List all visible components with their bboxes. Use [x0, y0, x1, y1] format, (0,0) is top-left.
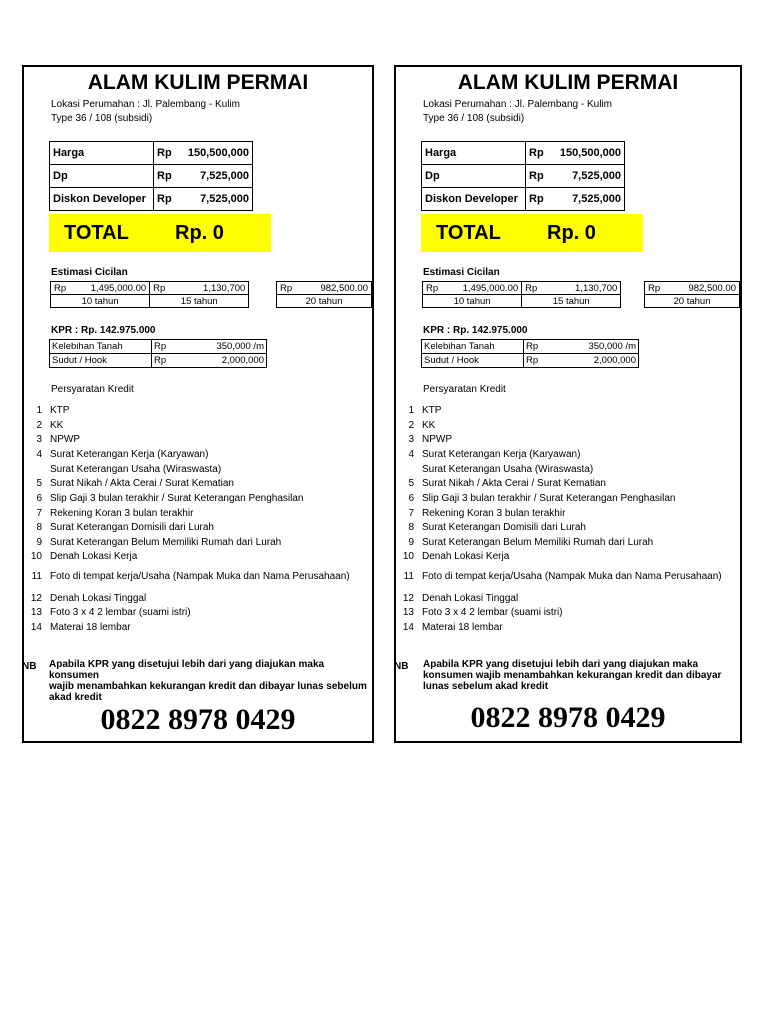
requirement-number: 10: [402, 551, 414, 562]
requirement-number: 8: [36, 522, 42, 533]
cicilan-amount: 1,130,700: [540, 282, 621, 295]
nb-label: NB: [394, 661, 409, 672]
requirements-title: Persyaratan Kredit: [423, 384, 506, 395]
nb-line: Apabila KPR yang disetujui lebih dari yang diajukan maka: [423, 659, 699, 670]
estimasi-title: Estimasi Cicilan: [423, 267, 500, 278]
requirement-text: NPWP: [50, 434, 80, 445]
requirement-text: Materai 18 lembar: [422, 622, 503, 633]
cicilan-currency: Rp: [277, 282, 296, 295]
nb-label: NB: [22, 661, 37, 672]
price-amount: 7,525,000: [180, 188, 253, 211]
price-currency: Rp: [154, 165, 181, 188]
requirement-item: [24, 493, 372, 507]
requirement-item: [396, 607, 740, 621]
total-box: [49, 214, 271, 252]
requirement-number: 3: [408, 434, 414, 445]
cicilan-term: 10 tahun: [51, 295, 150, 308]
requirement-number: 10: [30, 551, 42, 562]
requirement-item: [396, 464, 740, 478]
requirement-text: KTP: [50, 405, 70, 416]
requirement-item: [24, 420, 372, 434]
cicilan-currency: Rp: [150, 282, 169, 295]
requirement-item: [396, 522, 740, 536]
price-amount: 150,500,000: [552, 142, 625, 165]
requirement-number: 13: [402, 607, 414, 618]
flyer-title: ALAM KULIM PERMAI: [87, 71, 309, 94]
requirement-item: [396, 593, 740, 607]
kpr-currency: Rp: [152, 340, 177, 354]
requirement-item: [396, 405, 740, 419]
price-currency: Rp: [526, 142, 553, 165]
total-value: Rp. 0: [175, 222, 224, 244]
requirement-number: 11: [31, 571, 42, 582]
phone-number: 0822 8978 0429: [100, 703, 296, 736]
requirement-item: [396, 493, 740, 507]
kpr-label: Kelebihan Tanah: [50, 340, 152, 354]
requirement-item: [396, 571, 740, 585]
requirement-item: [24, 478, 372, 492]
cicilan-table: [422, 281, 621, 308]
requirement-text: KK: [422, 420, 436, 431]
requirement-text: Foto di tempat kerja/Usaha (Nampak Muka dan Nama Perusahaan): [50, 571, 350, 582]
nb-line: akad kredit: [49, 692, 102, 703]
cicilan-table-20: [276, 281, 372, 308]
requirement-text: KK: [50, 420, 64, 431]
requirement-number: 12: [30, 593, 42, 604]
price-row: [422, 165, 625, 188]
kpr-currency: Rp: [524, 354, 549, 368]
price-row: [50, 142, 253, 165]
kpr-row: [50, 354, 267, 368]
requirement-item: [24, 537, 372, 551]
flyer-right: [394, 65, 742, 743]
location-text: Lokasi Perumahan : Jl. Palembang - Kulim: [51, 99, 240, 110]
price-currency: Rp: [526, 188, 553, 211]
nb-text: [49, 659, 372, 703]
requirement-item: [24, 405, 372, 419]
requirement-text: Denah Lokasi Tinggal: [422, 593, 519, 604]
requirement-text: Foto 3 x 4 2 lembar (suami istri): [422, 607, 563, 618]
requirement-text: NPWP: [422, 434, 452, 445]
total-label: TOTAL: [436, 222, 501, 244]
price-currency: Rp: [526, 165, 553, 188]
requirement-item: [24, 607, 372, 621]
price-row: [422, 142, 625, 165]
requirement-text: Denah Lokasi Tinggal: [50, 593, 147, 604]
cicilan-currency: Rp: [522, 282, 541, 295]
requirement-text: Rekening Koran 3 bulan terakhir: [422, 508, 566, 519]
kpr-title: KPR : Rp. 142.975.000: [423, 325, 528, 336]
cicilan-amount: 982,500.00: [663, 282, 739, 295]
kpr-row: [422, 354, 639, 368]
price-amount: 7,525,000: [552, 188, 625, 211]
requirement-text: Foto 3 x 4 2 lembar (suami istri): [50, 607, 191, 618]
requirement-text: Surat Keterangan Domisili dari Lurah: [50, 522, 214, 533]
kpr-amount: 2,000,000: [548, 354, 639, 368]
total-value: Rp. 0: [547, 222, 596, 244]
price-currency: Rp: [154, 188, 181, 211]
requirement-item: [396, 449, 740, 463]
cicilan-term: 10 tahun: [423, 295, 522, 308]
requirement-item: [24, 571, 372, 585]
requirement-text: Surat Nikah / Akta Cerai / Surat Kematian: [50, 478, 234, 489]
cicilan-term: 20 tahun: [277, 295, 372, 308]
requirement-text: Foto di tempat kerja/Usaha (Nampak Muka dan Nama Perusahaan): [422, 571, 722, 582]
price-currency: Rp: [154, 142, 181, 165]
requirement-number: 2: [408, 420, 414, 431]
requirements-title: Persyaratan Kredit: [51, 384, 134, 395]
requirement-text: Surat Nikah / Akta Cerai / Surat Kematian: [422, 478, 606, 489]
price-label: Diskon Developer: [422, 188, 526, 211]
requirement-number: 11: [403, 571, 414, 582]
cicilan-table: [50, 281, 249, 308]
requirement-text: Denah Lokasi Kerja: [50, 551, 138, 562]
requirement-item: [24, 508, 372, 522]
kpr-label: Sudut / Hook: [422, 354, 524, 368]
price-table: [421, 141, 625, 211]
requirement-number: 5: [36, 478, 42, 489]
kpr-title: KPR : Rp. 142.975.000: [51, 325, 156, 336]
requirement-text: Slip Gaji 3 bulan terakhir / Surat Keterangan Penghasilan: [422, 493, 676, 504]
requirement-number: 7: [408, 508, 414, 519]
requirement-number: 6: [36, 493, 42, 504]
requirement-item: [396, 508, 740, 522]
requirement-item: [24, 551, 372, 565]
cicilan-currency: Rp: [51, 282, 70, 295]
requirement-number: 14: [402, 622, 414, 633]
requirement-number: 12: [402, 593, 414, 604]
requirement-number: 13: [30, 607, 42, 618]
kpr-table: [421, 339, 639, 368]
cicilan-term: 15 tahun: [522, 295, 621, 308]
requirement-text: Materai 18 lembar: [50, 622, 131, 633]
requirement-text: Surat Keterangan Usaha (Wiraswasta): [422, 464, 594, 475]
requirement-text: Surat Keterangan Domisili dari Lurah: [422, 522, 586, 533]
kpr-row: [422, 340, 639, 354]
flyer-left: [22, 65, 374, 743]
requirement-item: [396, 420, 740, 434]
price-table: [49, 141, 253, 211]
type-text: Type 36 / 108 (subsidi): [423, 113, 525, 124]
nb-line: wajib menambahkan kekurangan kredit dan dibayar lunas sebelum: [49, 681, 367, 692]
requirement-text: Surat Keterangan Belum Memiliki Rumah dari Lurah: [50, 537, 282, 548]
requirement-text: KTP: [422, 405, 442, 416]
requirement-number: 5: [408, 478, 414, 489]
price-amount: 7,525,000: [180, 165, 253, 188]
cicilan-term: 15 tahun: [150, 295, 249, 308]
flyer-title: ALAM KULIM PERMAI: [457, 71, 679, 94]
requirement-number: 1: [408, 405, 414, 416]
requirement-item: [24, 464, 372, 478]
price-row: [422, 188, 625, 211]
requirement-item: [396, 478, 740, 492]
nb-text: [423, 659, 721, 692]
requirement-number: 4: [408, 449, 414, 460]
price-amount: 150,500,000: [180, 142, 253, 165]
price-label: Harga: [422, 142, 526, 165]
total-label: TOTAL: [64, 222, 129, 244]
estimasi-title: Estimasi Cicilan: [51, 267, 128, 278]
kpr-currency: Rp: [152, 354, 177, 368]
price-row: [50, 188, 253, 211]
cicilan-currency: Rp: [423, 282, 442, 295]
kpr-row: [50, 340, 267, 354]
kpr-table: [49, 339, 267, 368]
cicilan-table-20: [644, 281, 740, 308]
cicilan-amount: 1,495,000.00: [441, 282, 522, 295]
cicilan-amount: 1,130,700: [168, 282, 249, 295]
requirement-item: [396, 551, 740, 565]
requirement-number: 7: [36, 508, 42, 519]
kpr-amount: 350,000 /m: [176, 340, 267, 354]
total-box: [421, 214, 643, 252]
price-label: Harga: [50, 142, 154, 165]
cicilan-currency: Rp: [645, 282, 664, 295]
requirement-number: 1: [36, 405, 42, 416]
kpr-currency: Rp: [524, 340, 549, 354]
requirement-item: [396, 622, 740, 636]
cicilan-term: 20 tahun: [645, 295, 740, 308]
requirement-number: 2: [36, 420, 42, 431]
requirement-item: [24, 522, 372, 536]
price-label: Diskon Developer: [50, 188, 154, 211]
requirement-number: 14: [30, 622, 42, 633]
requirement-number: 8: [408, 522, 414, 533]
price-label: Dp: [50, 165, 154, 188]
kpr-label: Sudut / Hook: [50, 354, 152, 368]
kpr-amount: 2,000,000: [176, 354, 267, 368]
nb-line: konsumen wajib menambahkan kekurangan kredit dan dibayar: [423, 670, 722, 681]
nb-line: Apabila KPR yang disetujui lebih dari yang diajukan maka konsumen: [49, 659, 325, 681]
requirement-item: [24, 434, 372, 448]
price-row: [50, 165, 253, 188]
requirement-text: Surat Keterangan Kerja (Karyawan): [50, 449, 209, 460]
phone-number: 0822 8978 0429: [470, 701, 666, 734]
price-label: Dp: [422, 165, 526, 188]
requirement-text: Surat Keterangan Usaha (Wiraswasta): [50, 464, 222, 475]
cicilan-amount: 982,500.00: [295, 282, 371, 295]
requirement-text: Denah Lokasi Kerja: [422, 551, 510, 562]
requirement-text: Rekening Koran 3 bulan terakhir: [50, 508, 194, 519]
requirement-item: [24, 593, 372, 607]
requirement-item: [24, 622, 372, 636]
requirement-number: 9: [408, 537, 414, 548]
requirement-text: Surat Keterangan Belum Memiliki Rumah dari Lurah: [422, 537, 654, 548]
cicilan-amount: 1,495,000.00: [69, 282, 150, 295]
price-amount: 7,525,000: [552, 165, 625, 188]
type-text: Type 36 / 108 (subsidi): [51, 113, 153, 124]
requirement-number: 3: [36, 434, 42, 445]
kpr-amount: 350,000 /m: [548, 340, 639, 354]
nb-line: lunas sebelum akad kredit: [423, 681, 549, 692]
requirement-number: 6: [408, 493, 414, 504]
requirement-text: Surat Keterangan Kerja (Karyawan): [422, 449, 581, 460]
requirement-number: 9: [36, 537, 42, 548]
kpr-label: Kelebihan Tanah: [422, 340, 524, 354]
requirement-text: Slip Gaji 3 bulan terakhir / Surat Keterangan Penghasilan: [50, 493, 304, 504]
location-text: Lokasi Perumahan : Jl. Palembang - Kulim: [423, 99, 612, 110]
requirement-number: 4: [36, 449, 42, 460]
requirement-item: [396, 434, 740, 448]
requirement-item: [24, 449, 372, 463]
requirement-item: [396, 537, 740, 551]
